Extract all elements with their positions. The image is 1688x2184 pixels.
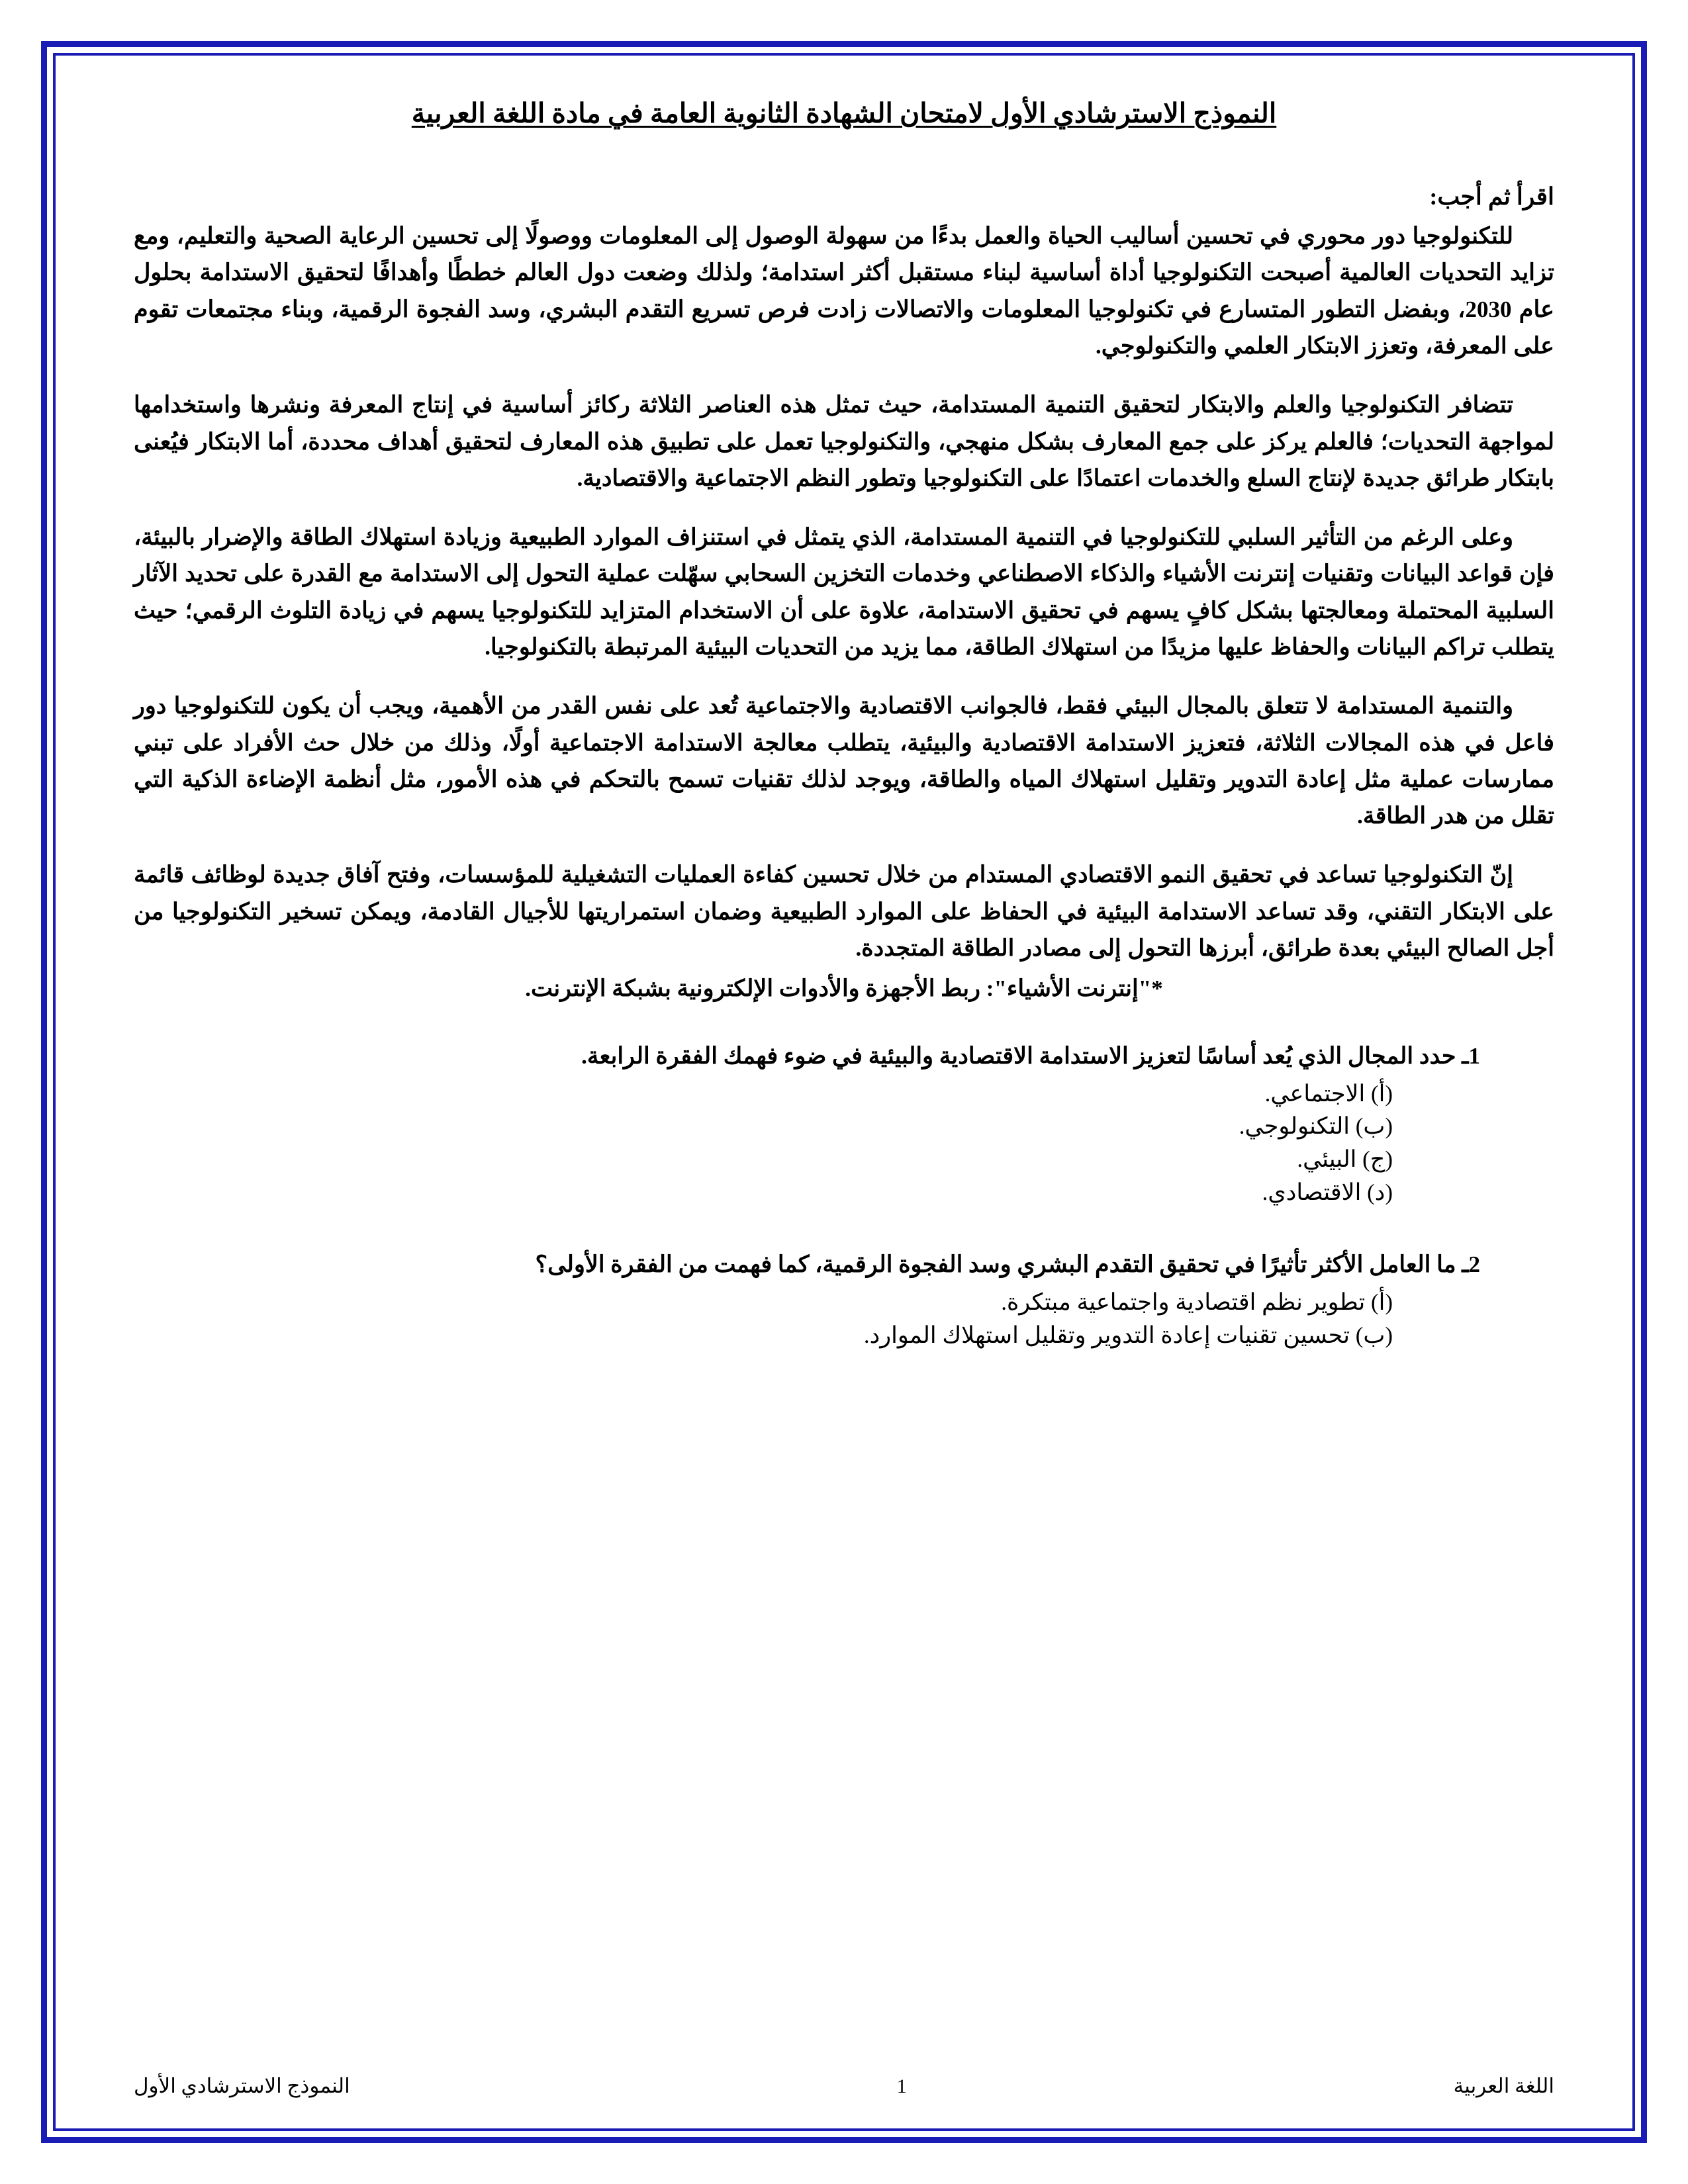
- footer-page-number: 1: [896, 2075, 907, 2097]
- page-title-text: النموذج الاسترشادي الأول لامتحان الشهادة الثانوية العامة في مادة اللغة العربية: [411, 98, 1277, 128]
- question-1: [134, 1040, 1554, 1209]
- question-2-option-b[interactable]: (ب) تحسين تقنيات إعادة التدوير وتقليل استهلاك الموارد.: [863, 1322, 1393, 1348]
- passage-paragraph: إنّ التكنولوجيا تساعد في تحقيق النمو الاقتصادي المستدام من خلال تحسين كفاءة العمليات التشغيلية للمؤسسات، وفتح آفاق جديدة لوظائف قائمة على الابتكار التقني، وقد تساعد الاستدامة البيئية في الحفاظ على الموارد الطبيعية وضمان استمراريتها للأجيال القادمة، ويمكن تسخير التكنولوجيا من أجل الصالح البيئي بعدة طرائق، أبرزها التحول إلى مصادر الطاقة المتجددة.: [134, 862, 1554, 962]
- question-2-stem: 2ـ ما العامل الأكثر تأثيرًا في تحقيق التقدم البشري وسد الفجوة الرقمية، كما فهمت من الفقرة الأولى؟: [535, 1251, 1480, 1278]
- question-2-option-a[interactable]: (أ) تطوير نظم اقتصادية واجتماعية مبتكرة.: [1001, 1289, 1393, 1316]
- question-1-option-c[interactable]: (ج) البيئي.: [1297, 1146, 1393, 1172]
- footer-subject: اللغة العربية: [1453, 2074, 1554, 2097]
- page-border-outer: [41, 41, 1647, 2143]
- questions-section: [134, 1040, 1554, 1352]
- question-1-stem: 1ـ حدد المجال الذي يُعد أساسًا لتعزيز الاستدامة الاقتصادية والبيئية في ضوء فهمك الفقرة الرابعة.: [581, 1042, 1480, 1069]
- page-footer: [134, 2074, 1554, 2098]
- footer-model-name: النموذج الاسترشادي الأول: [134, 2074, 350, 2097]
- question-spacer: [134, 1218, 1554, 1248]
- question-1-option-a[interactable]: (أ) الاجتماعي.: [1264, 1080, 1393, 1107]
- page-content: [134, 94, 1554, 2128]
- passage-paragraph: تتضافر التكنولوجيا والعلم والابتكار لتحقيق التنمية المستدامة، حيث تمثل هذه العناصر الثلاثة ركائز أساسية في إنتاج المعرفة ونشرها واستخدامها لمواجهة التحديات؛ فالعلم يركز على جمع المعارف بشكل منهجي، والتكنولوجيا تعمل على تطبيق هذه المعارف لتحقيق أهداف محددة، أما الابتكار فيُعنى بابتكار طرائق جديدة لإنتاج السلع والخدمات اعتمادًا على التكنولوجيا وتطور النظم الاجتماعية والاقتصادية.: [134, 392, 1554, 491]
- question-1-option-b[interactable]: (ب) التكنولوجي.: [1239, 1113, 1393, 1140]
- passage-paragraph: للتكنولوجيا دور محوري في تحسين أساليب الحياة والعمل بدءًا من سهولة الوصول إلى المعلومات ووصولًا إلى تحسين الرعاية الصحية والتعليم، ومع تزايد التحديات العالمية أصبحت التكنولوجيا أداة أساسية لبناء مستقبل أكثر استدامة؛ ولذلك وضعت دول العالم خططًا وأهدافًا لتحقيق الاستدامة بحلول عام 2030، وبفضل التطور المتسارع في تكنولوجيا المعلومات والاتصالات زادت فرص تسريع التقدم البشري، وسد الفجوة الرقمية، وبناء مجتمعات تقوم على المعرفة، وتعزز الابتكار العلمي والتكنولوجي.: [134, 223, 1555, 359]
- question-2: [134, 1248, 1554, 1351]
- passage-footnote: *"إنترنت الأشياء": ربط الأجهزة والأدوات الإلكترونية بشبكة الإنترنت.: [525, 976, 1163, 1002]
- page-title: [134, 94, 1554, 132]
- reading-passage: [134, 218, 1554, 1007]
- passage-paragraph: وعلى الرغم من التأثير السلبي للتكنولوجيا في التنمية المستدامة، الذي يتمثل في استنزاف الموارد الطبيعية وزيادة استهلاك الطاقة والإضرار بالبيئة، فإن قواعد البيانات وتقنيات إنترنت الأشياء والذكاء الاصطناعي وخدمات التخزين السحابي سهّلت عملية التحول إلى الاستدامة مع القدرة على تحديد الآثار السلبية المحتملة ومعالجتها بشكل كافٍ يسهم في تحقيق الاستدامة، علاوة على أن الاستخدام المتزايد للتكنولوجيا يسهم في زيادة التلوث الرقمي؛ حيث يتطلب تراكم البيانات والحفاظ عليها مزيدًا من استهلاك الطاقة، مما يزيد من التحديات البيئية المرتبطة بالتكنولوجيا.: [134, 524, 1554, 660]
- question-1-option-d[interactable]: (د) الاقتصادي.: [1262, 1179, 1393, 1205]
- passage-paragraph: والتنمية المستدامة لا تتعلق بالمجال البيئي فقط، فالجوانب الاقتصادية والاجتماعية تُعد على نفس القدر من الأهمية، ويجب أن يكون للتكنولوجيا دور فاعل في هذه المجالات الثلاثة، فتعزيز الاستدامة الاقتصادية والبيئية، يتطلب معالجة الاستدامة الاجتماعية أولًا، وذلك من خلال حث الأفراد على تبني ممارسات عملية مثل إعادة التدوير وتقليل استهلاك المياه والطاقة، ويوجد لذلك تقنيات تسمح بالتحكم في هذه الأمور، مثل أنظمة الإضاءة الذكية التي تقلل من هدر الطاقة.: [134, 693, 1555, 829]
- question-1-options: [134, 1077, 1554, 1209]
- question-2-options: [134, 1286, 1554, 1351]
- instruction-heading: اقرأ ثم أجب:: [1429, 183, 1554, 210]
- page-border-inner: [53, 53, 1635, 2131]
